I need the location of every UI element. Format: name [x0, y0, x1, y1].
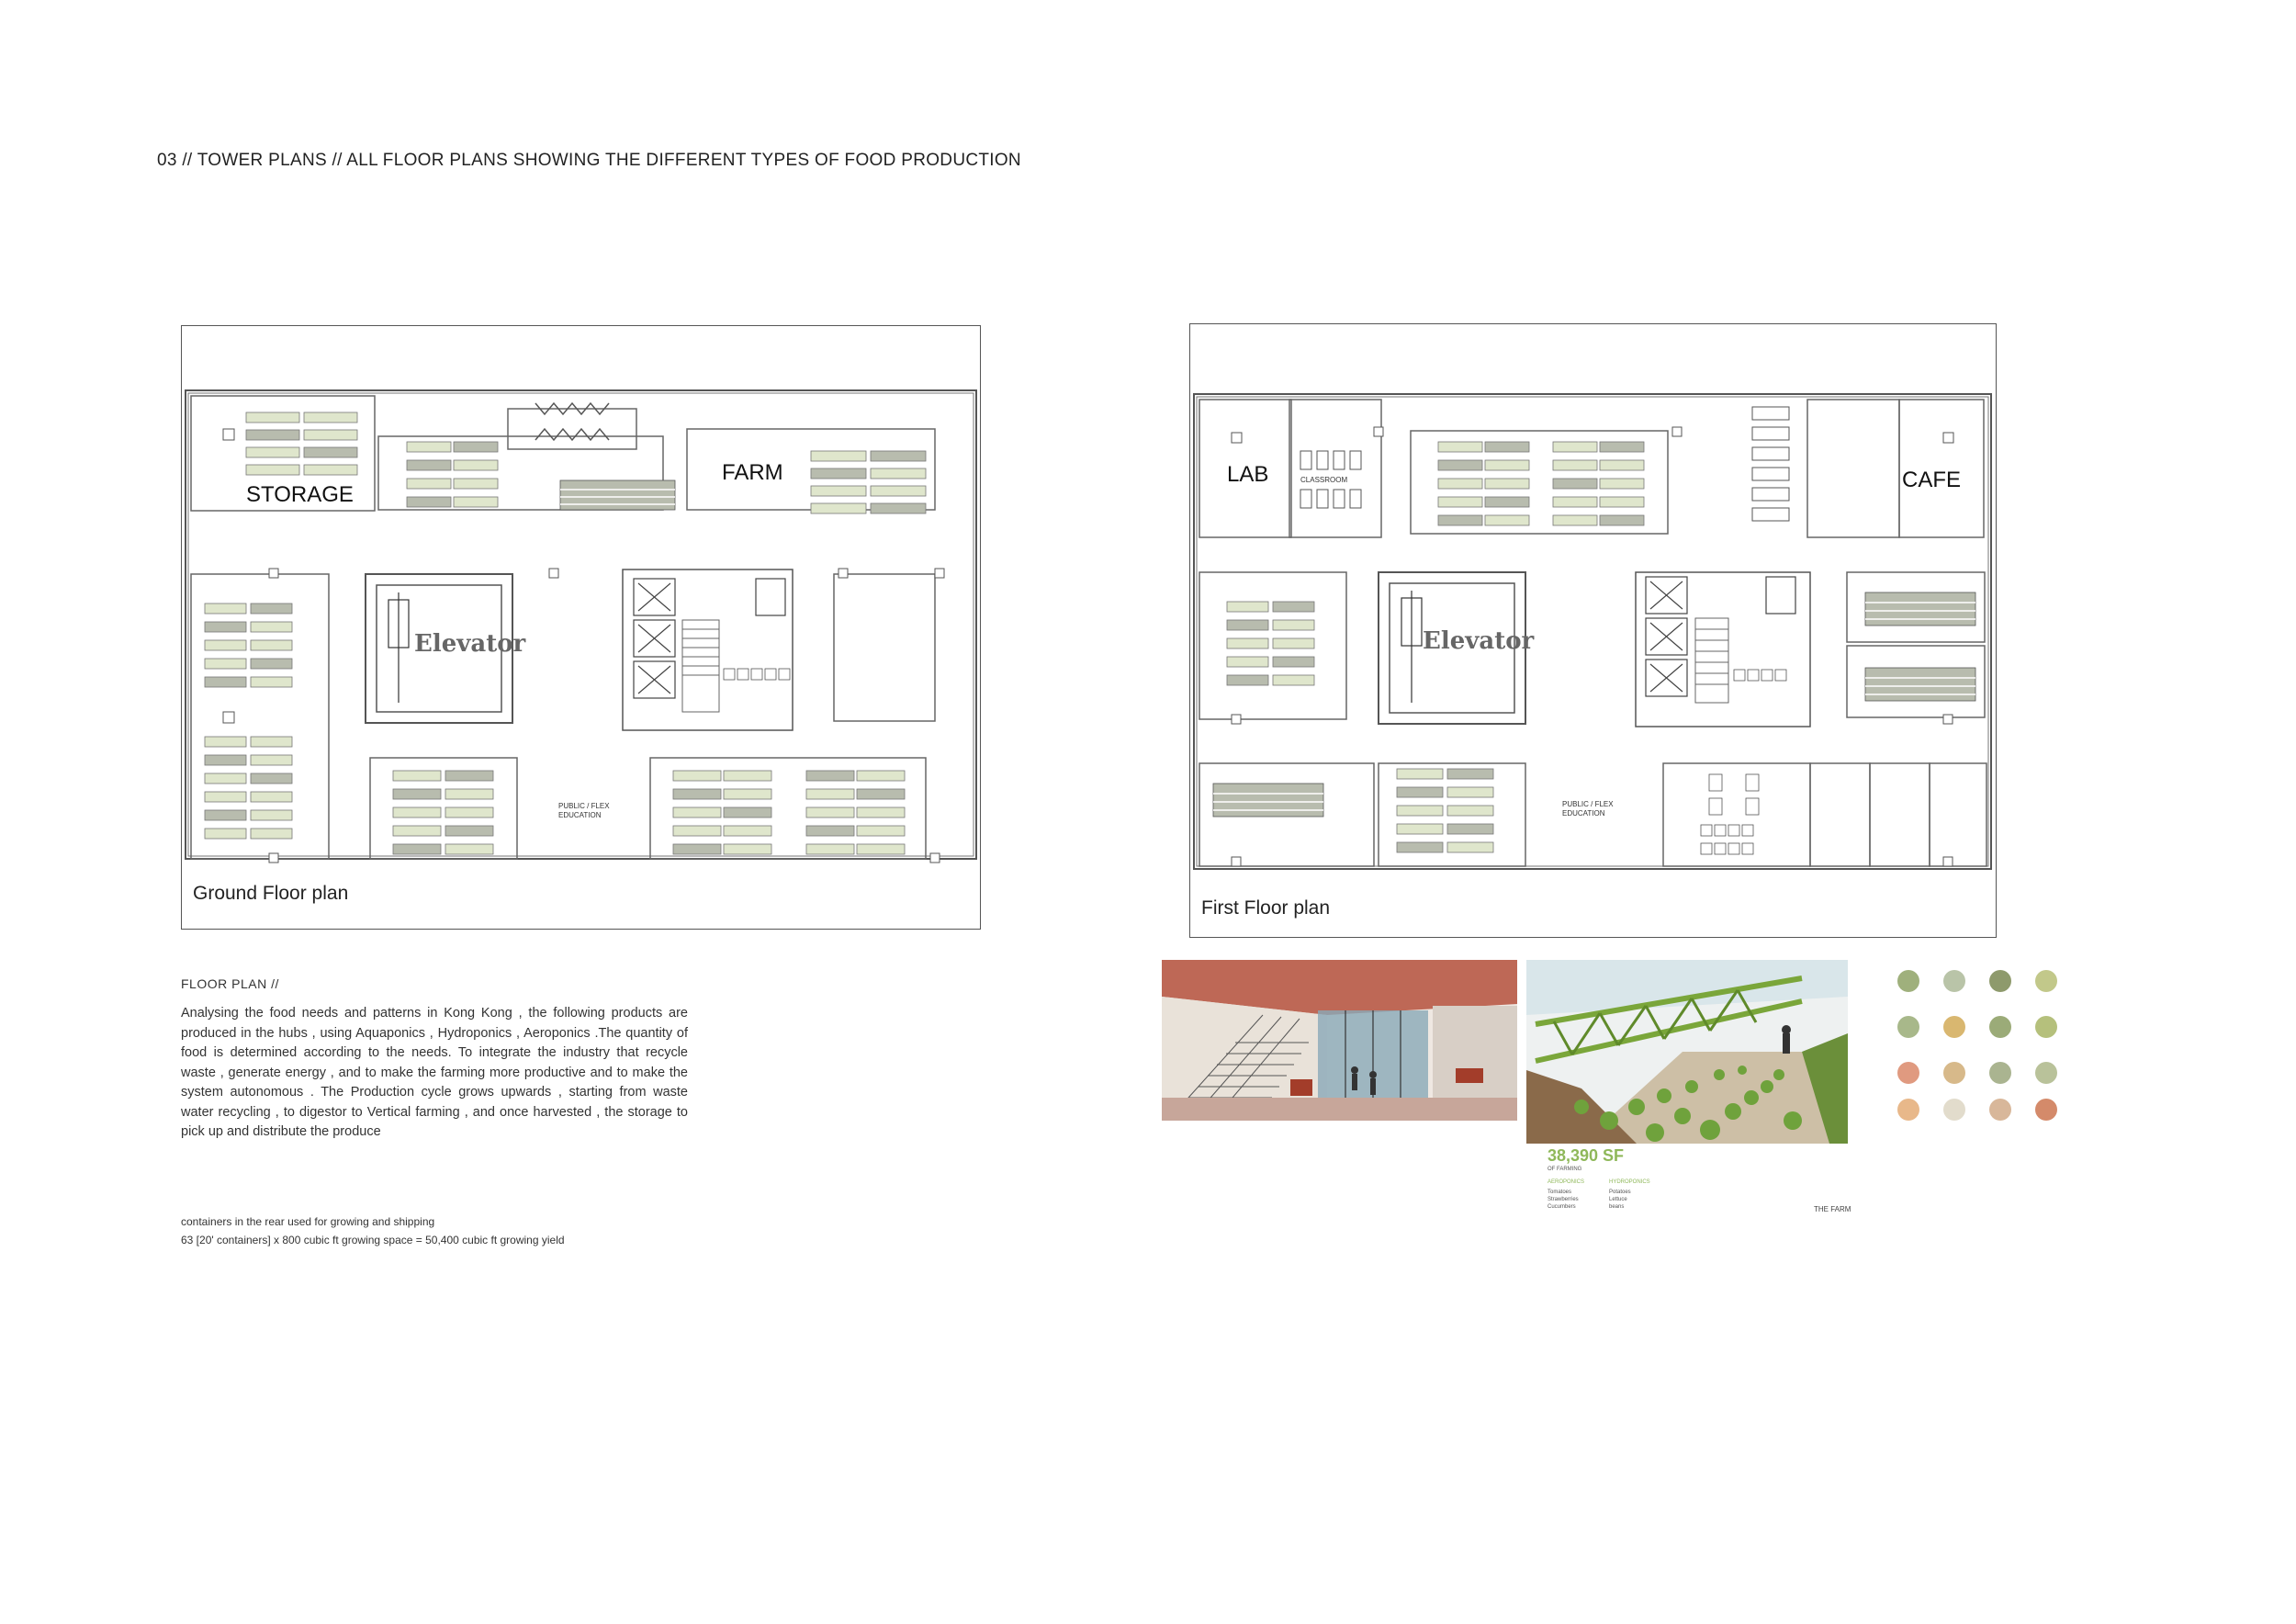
first-floor-caption: First Floor plan [1201, 897, 1331, 919]
ground-floor-caption: Ground Floor plan [193, 883, 349, 904]
room-label-public: PUBLIC / FLEX EDUCATION [1562, 800, 1614, 818]
hydroponics-crops: Potatoes Lettuce beans [1609, 1190, 1631, 1210]
elevator-icon [1646, 577, 1795, 696]
room-label-farm: FARM [722, 460, 783, 485]
the-farm-label: THE FARM [1814, 1205, 1851, 1213]
first-floor-plan [1189, 323, 1997, 938]
room-label-storage: STORAGE [246, 482, 354, 507]
floor-plan-heading: FLOOR PLAN // [181, 976, 279, 991]
toilet-icon [1701, 670, 1786, 854]
aeroponics-crops: Tomatoes Strawberries Cucumbers [1548, 1190, 1579, 1210]
room-label-classroom: CLASSROOM [1300, 476, 1348, 484]
room-label-public: PUBLIC / FLEX EDUCATION [558, 802, 610, 819]
crop-swatches [1892, 964, 2085, 1125]
aeroponics-heading: AEROPONICS [1548, 1179, 1585, 1185]
ground-floor-drawing [182, 326, 980, 929]
atrium-sketch [1162, 960, 1517, 1121]
farm-area-caption: OF FARMING [1548, 1167, 1582, 1172]
grow-beds [205, 412, 926, 854]
room-label-lab: LAB [1227, 462, 1269, 487]
toilet-icon [724, 669, 790, 680]
stair-icon [1695, 618, 1728, 703]
page-title: 03 // TOWER PLANS // ALL FLOOR PLANS SHOWING THE DIFFERENT TYPES OF FOOD PRODUCTION [157, 151, 1021, 170]
containers-note: containers in the rear used for growing and shipping [181, 1215, 435, 1228]
first-floor-drawing [1190, 324, 1996, 937]
farm-sketch [1526, 960, 1848, 1144]
room-label-cafe: CAFE [1902, 468, 1962, 492]
room-label-elevator: Elevator [414, 630, 526, 658]
hydroponics-heading: HYDROPONICS [1609, 1179, 1650, 1185]
ground-floor-plan [181, 325, 981, 930]
farm-area: 38,390 SF [1548, 1146, 1625, 1165]
containers-calculation: 63 [20' containers] x 800 cubic ft growing space = 50,400 cubic ft growing yield [181, 1234, 565, 1246]
room-label-elevator: Elevator [1423, 627, 1535, 655]
floor-plan-paragraph: Analysing the food needs and patterns in Kong Kong , the following products are produced in the hubs , using Aquaponics , Hydroponics , Aeroponics .The quantity of food is determined according to the needs. To integrate the industry that recycle waste , generate energy , and to make the farming more productive and to make the system autonomous . The Production cycle grows upwards , starting from waste water recycling , to digestor to Vertical farming , and once harvested , the storage to pick up and distribute the produce [181, 1006, 688, 1139]
